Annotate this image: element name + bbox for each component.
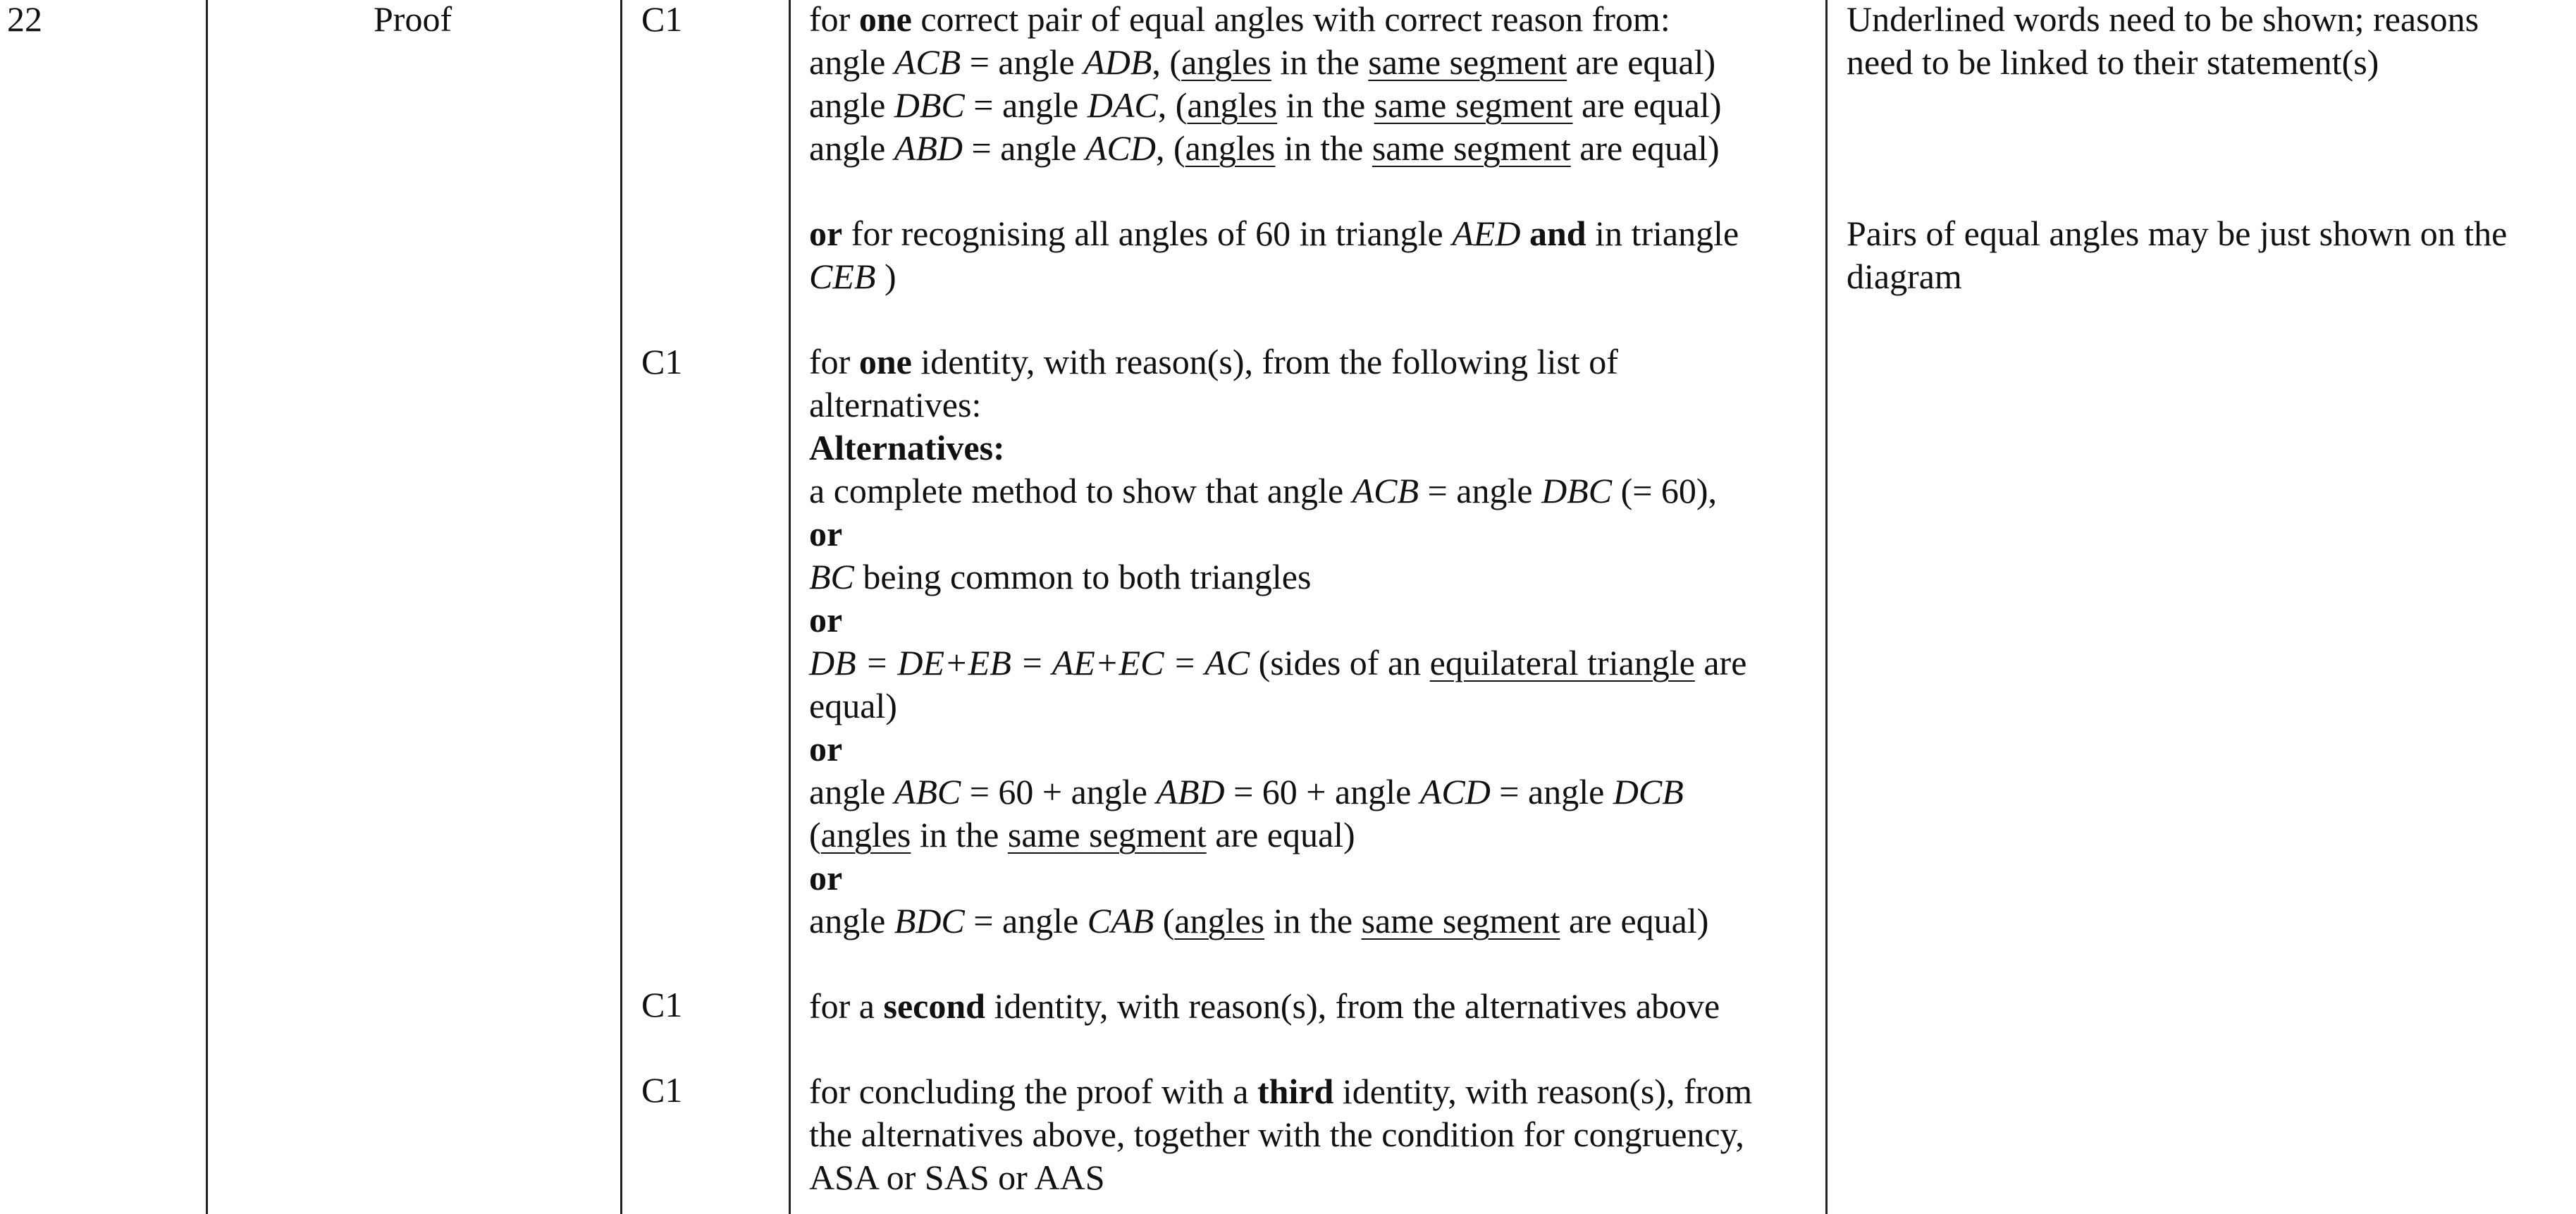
column-divider — [789, 0, 791, 1214]
mark-code: C1 — [641, 342, 683, 381]
text-line: for one correct pair of equal angles with correct reason from: — [809, 0, 1670, 39]
text-line: DB = DE+EB = AE+EC = AC (sides of an equilateral triangle are — [809, 643, 1747, 682]
note-line: Pairs of equal angles may be just shown on the — [1847, 214, 2508, 253]
text-line: Alternatives: — [809, 428, 1005, 467]
text-line: or — [809, 600, 843, 639]
question-type: Proof — [374, 0, 452, 39]
text-line: CEB ) — [809, 257, 896, 296]
text-line: angle DBC = angle DAC, (angles in the same segment are equal) — [809, 85, 1722, 125]
text-line: a complete method to show that angle ACB = angle DBC (= 60), — [809, 471, 1718, 510]
column-divider — [620, 0, 622, 1214]
note-line: need to be linked to their statement(s) — [1847, 42, 2379, 82]
text-line: for one identity, with reason(s), from the following list of — [809, 342, 1618, 381]
text-line: (angles in the same segment are equal) — [809, 815, 1355, 854]
mark-code: C1 — [641, 1070, 683, 1110]
text-line: equal) — [809, 686, 897, 725]
column-divider — [206, 0, 208, 1214]
text-line: the alternatives above, together with the condition for congruency, — [809, 1115, 1744, 1154]
text-line: or — [809, 858, 843, 897]
note-line: diagram — [1847, 257, 1962, 296]
text-line: angle ACB = angle ADB, (angles in the same segment are equal) — [809, 42, 1716, 82]
text-line: angle ABD = angle ACD, (angles in the same segment are equal) — [809, 128, 1720, 168]
text-line: angle BDC = angle CAB (angles in the same segment are equal) — [809, 901, 1709, 940]
question-number: 22 — [7, 0, 42, 39]
note-line: Underlined words need to be shown; reasons — [1847, 0, 2479, 39]
text-line: for concluding the proof with a third identity, with reason(s), from — [809, 1072, 1753, 1111]
column-divider — [1825, 0, 1828, 1214]
text-line: BC being common to both triangles — [809, 557, 1312, 596]
text-line: alternatives: — [809, 385, 982, 424]
text-line: or — [809, 514, 843, 553]
text-line: angle ABC = 60 + angle ABD = 60 + angle ACD = angle DCB — [809, 772, 1684, 811]
text-line: for a second identity, with reason(s), from the alternatives above — [809, 986, 1720, 1026]
mark-code: C1 — [641, 985, 683, 1024]
mark-code: C1 — [641, 0, 683, 39]
text-line: or for recognising all angles of 60 in triangle AED and in triangle — [809, 214, 1739, 253]
text-line: ASA or SAS or AAS — [809, 1158, 1105, 1197]
text-line: or — [809, 729, 843, 768]
